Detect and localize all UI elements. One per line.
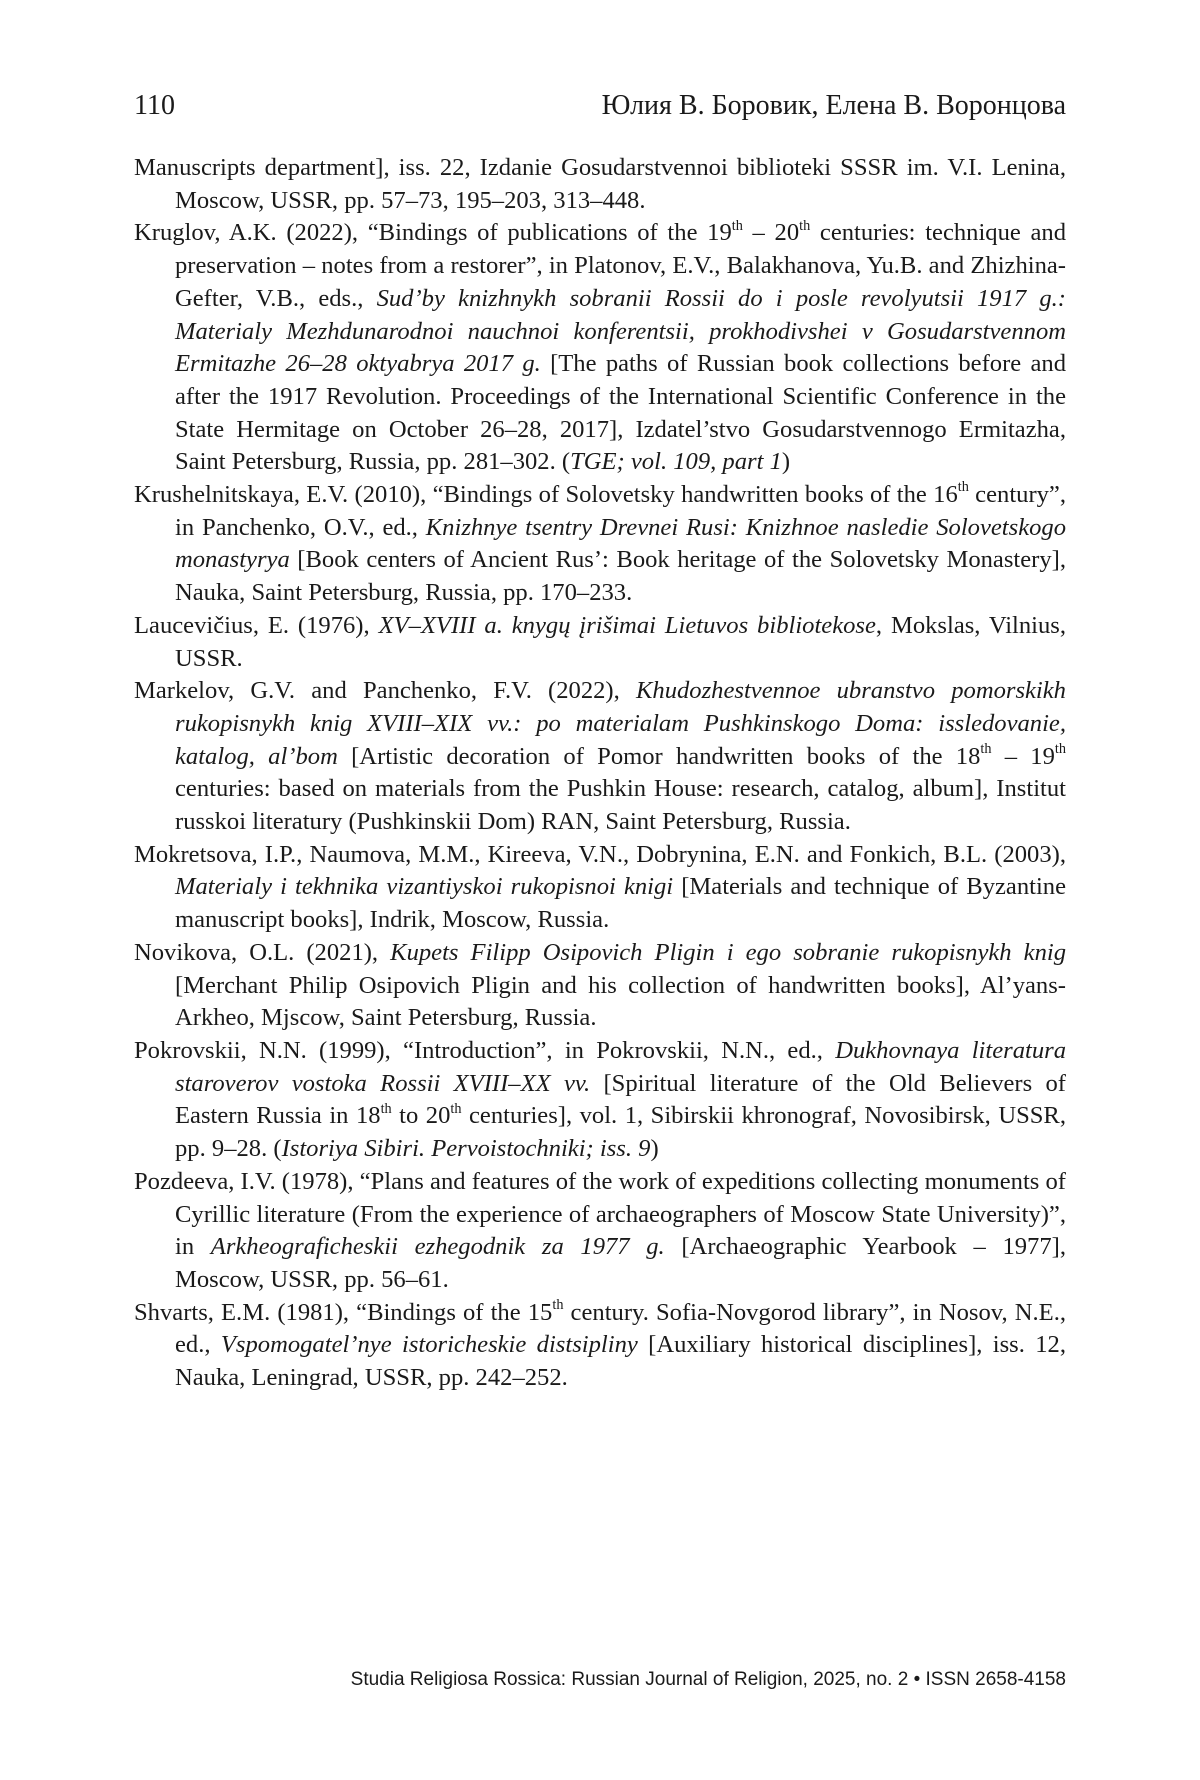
reference-text: Pokrovskii, N.N. (1999), “Introduction”, in Pokrovskii, N.N., ed., bbox=[134, 1036, 836, 1064]
reference-mokretsova bbox=[134, 839, 1066, 937]
reference-markelov bbox=[134, 675, 1066, 839]
reference-text: Mokretsova, I.P., Naumova, M.M., Kireeva, V.N., Dobrynina, E.N. and Fonkich, B.L. (2003), bbox=[134, 840, 1066, 868]
italic-title: Vspomogatel’nye istoricheskie distsipliny bbox=[220, 1331, 638, 1359]
italic-title: Knizhnye tsentry Drevnei Rusi: Knizhnoe nasledie Solovetskogo monastyrya bbox=[175, 513, 1067, 574]
ordinal-suffix: th bbox=[552, 1297, 564, 1313]
reference-kruglov bbox=[134, 217, 1066, 479]
running-head-authors: Юлия В. Боровик, Елена В. Воронцова bbox=[601, 90, 1066, 121]
reference-continuation bbox=[134, 152, 1066, 217]
reference-krushelnitskaya bbox=[134, 479, 1066, 610]
italic-title: XV–XVIII a. knygų įrišimai Lietuvos bibliotekose bbox=[378, 611, 876, 639]
reference-text: ) bbox=[781, 448, 791, 476]
italic-title: TGE; vol. 109, part 1 bbox=[570, 448, 782, 476]
reference-list bbox=[134, 152, 1066, 1395]
reference-pokrovskii bbox=[134, 1035, 1066, 1166]
italic-title: Khudozhestvennoe ubranstvo pomorskikh rukopisnykh knig XVIII–XIX vv.: po materialam Pushkinskogo Doma: issledovanie, katalog, al’bom bbox=[175, 677, 1066, 770]
reference-text: Laucevičius, E. (1976), bbox=[134, 611, 379, 639]
reference-text: , Mokslas, Vilnius, USSR. bbox=[175, 611, 1067, 672]
italic-title: Materialy i tekhnika vizantiyskoi rukopisnoi knigi bbox=[175, 873, 674, 901]
reference-text: Shvarts, E.M. (1981), “Bindings of the 15 bbox=[134, 1298, 553, 1326]
reference-text: [Artistic decoration of Pomor handwritten books of the 18 bbox=[337, 742, 981, 770]
ordinal-suffix: th bbox=[980, 741, 992, 758]
reference-text: Manuscripts department], iss. 22, Izdanie Gosudarstvennoi biblioteki SSSR im. V.I. Lenina, Moscow, USSR, pp. 57–73, 195–203, 313–448. bbox=[134, 154, 1066, 214]
reference-text: [Book centers of Ancient Rus’: Book heritage of the Solovetsky Monastery], Nauka, Saint Petersburg, Russia, pp. 170–233. bbox=[175, 546, 1066, 607]
journal-info: Studia Religiosa Rossica: Russian Journal of Religion, 2025, no. 2 • ISSN 2658-4158 bbox=[350, 1669, 1066, 1690]
ordinal-suffix: th bbox=[731, 217, 743, 234]
reference-text: centuries], vol. 1, Sibirskii khronograf, Novosibirsk, USSR, pp. 9–28. ( bbox=[175, 1102, 1066, 1163]
reference-text: [Spiritual literature of the Old Believers of Eastern Russia in 18 bbox=[175, 1069, 1066, 1130]
reference-text: Novikova, O.L. (2021), bbox=[134, 938, 391, 966]
ordinal-suffix: th bbox=[380, 1100, 392, 1117]
reference-text: [The paths of Russian book collections before and after the 1917 Revolution. Proceedings of the International Scientific Conference in the State Hermitage on October 26–28, 2017], Izdatel’stvo Gosudarstvennogo Ermitazha, Saint Petersburg, Russia, pp. 281–302. ( bbox=[175, 350, 1066, 476]
reference-text: Krushelnitskaya, E.V. (2010), “Bindings of Solovetsky handwritten books of the 16 bbox=[134, 481, 958, 509]
reference-laucevicius bbox=[134, 610, 1066, 675]
reference-novikova bbox=[134, 937, 1066, 1035]
reference-text: [Merchant Philip Osipovich Pligin and his collection of handwritten books], Al’yans-Arkheo, Mjscow, Saint Petersburg, Russia. bbox=[175, 971, 1066, 1032]
reference-text: Kruglov, A.K. (2022), “Bindings of publications of the 19 bbox=[134, 219, 732, 247]
reference-text: [Archaeographic Yearbook – 1977], Moscow, USSR, pp. 56–61. bbox=[175, 1233, 1066, 1293]
reference-text: century”, in Panchenko, O.V., ed., bbox=[175, 481, 1066, 541]
reference-text: [Materials and technique of Byzantine manuscript books], Indrik, Moscow, Russia. bbox=[175, 873, 1066, 934]
reference-text: centuries: based on materials from the Pushkin House: research, catalog, album], Institut russkoi literatury (Pushkinskii Dom) RAN, Saint Petersburg, Russia. bbox=[175, 775, 1066, 836]
reference-text: centuries: technique and preservation – notes from a restorer”, in Platonov, E.V., Balakhanova, Yu.B. and Zhizhina-Gefter, V.B., eds., bbox=[175, 219, 1066, 312]
reference-shvarts bbox=[134, 1297, 1066, 1395]
reference-text: – 20 bbox=[742, 219, 800, 247]
page-footer bbox=[134, 1666, 1066, 1694]
reference-text: ) bbox=[650, 1135, 659, 1163]
italic-title: Arkheograficheskii ezhegodnik za 1977 g. bbox=[210, 1233, 665, 1261]
reference-text: to 20 bbox=[391, 1102, 451, 1130]
reference-text: Pozdeeva, I.V. (1978), “Plans and features of the work of expeditions collecting monuments of Cyrillic literature (From the experience of archaeographers of Moscow State University)”, in bbox=[134, 1167, 1066, 1261]
ordinal-suffix: th bbox=[1054, 741, 1066, 758]
italic-title: Istoriya Sibiri. Pervoistochniki; iss. 9 bbox=[281, 1135, 651, 1163]
ordinal-suffix: th bbox=[450, 1100, 462, 1117]
reference-text: [Auxiliary historical disciplines], iss. 12, Nauka, Leningrad, USSR, pp. 242–252. bbox=[175, 1331, 1067, 1392]
reference-text: – 19 bbox=[991, 742, 1055, 770]
reference-text: Markelov, G.V. and Panchenko, F.V. (2022), bbox=[134, 677, 636, 705]
reference-text: century. Sofia-Novgorod library”, in Nosov, N.E., ed., bbox=[175, 1298, 1066, 1359]
page-number: 110 bbox=[134, 90, 175, 121]
ordinal-suffix: th bbox=[957, 479, 969, 496]
ordinal-suffix: th bbox=[799, 217, 811, 234]
page-header bbox=[134, 86, 1066, 126]
italic-title: Kupets Filipp Osipovich Pligin i ego sobranie rukopisnykh knig bbox=[390, 938, 1066, 966]
italic-title: Sud’by knizhnykh sobranii Rossii do i posle revolyutsii 1917 g.: Materialy Mezhdunarodnoi nauchnoi konferentsii, prokhodivshei v Gosudarstvennom Ermitazhe 26–28 oktyabrya 2017 g. bbox=[175, 284, 1066, 378]
reference-pozdeeva bbox=[134, 1166, 1066, 1297]
italic-title: Dukhovnaya literatura staroverov vostoka Rossii XVIII–XX vv. bbox=[175, 1036, 1067, 1097]
